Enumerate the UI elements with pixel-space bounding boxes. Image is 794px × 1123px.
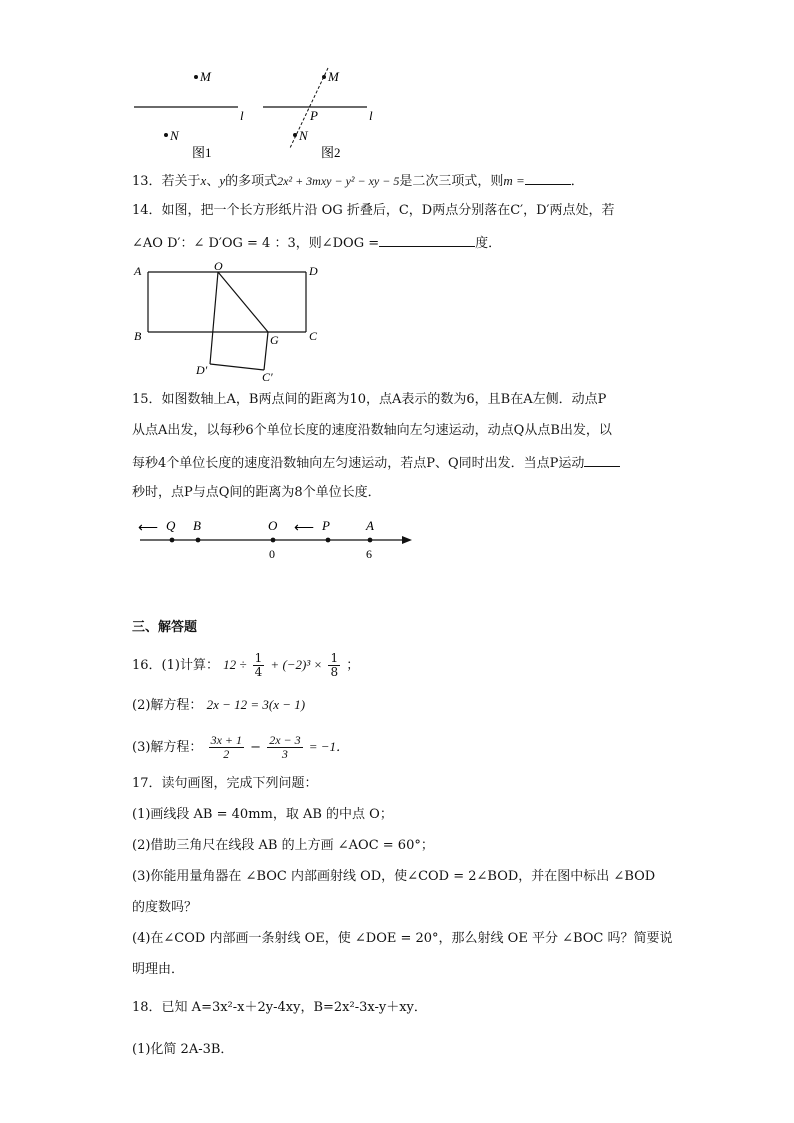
fig1-label-N: N [170,128,179,143]
number-line-arrow-icon [402,536,412,544]
fig2-label-P: P [310,108,318,123]
fig2-label-N: N [299,128,308,143]
frac-num: 1 [254,651,263,665]
q16-p3-fraction-1 [209,734,244,761]
q14-edge-OD-prime [210,272,218,364]
frac-den: 4 [254,665,263,679]
q16-p1-expr-a: 12 ÷ [223,657,247,672]
section-3-title: 三、解答题 [132,620,198,635]
q15-answer-blank[interactable] [584,452,620,467]
question-17-title: 17．读句画图，完成下列问题： [132,776,318,791]
label-Q: Q [166,518,176,533]
q14-figure [130,260,330,385]
q13-prefix: 13．若关于 [132,174,201,189]
fig2-label-l: l [369,108,373,123]
q16-p3-prefix: (3)解方程： [132,740,203,755]
fig2-caption: 图2 [321,145,341,160]
question-15-line-4: 秒时，点P与点Q间的距离为8个单位长度． [132,485,381,500]
question-17-part-4-line-1: (4)在∠COD 内部画一条射线 OE，使 ∠DOE = 20°，那么射线 OE 平分 ∠BOC 吗？简要说 [132,931,673,946]
q14-label-O: O [214,260,223,273]
label-P: P [322,518,330,533]
question-15-line-2: 从点A出发，以每秒6个单位长度的速度沿数轴向左匀速运动，动点Q从点B出发，以 [132,423,612,438]
fig2-label-M: M [328,69,339,84]
p-arrow-icon: ⟵ [294,521,315,536]
q13-var-m: m = [503,173,525,188]
label-B: B [193,518,201,533]
frac-den: 3 [281,747,288,761]
q14-fold-OG [218,272,268,332]
q16-p3-minus: − [250,740,262,755]
question-13: 13．若关于x、y的多项式2x² + 3mxy − y² − xy − 5是二次三项式，则m = ． [132,170,672,192]
q14-label-A: A [134,264,142,278]
question-18-part-1: (1)化简 2A-3B． [132,1042,234,1057]
question-14-line-1: 14．如图，把一个长方形纸片沿 OG 折叠后，C，D两点分别落在C′，D′两点处，若 [132,203,615,218]
q16-p1-end: ； [346,658,360,673]
fig2-point-N [293,133,297,137]
frac-num: 1 [330,651,339,665]
q16-p2-expr: 2x − 12 = 3(x − 1) [206,697,306,712]
question-17-part-2: (2)借助三角尺在线段 AB 的上方画 ∠AOC = 60°； [132,838,434,853]
question-17-part-3-line-2: 的度数吗？ [132,900,198,915]
question-15-line-1: 15．如图数轴上A，B两点间的距离为10，点A表示的数为6，且B在A左侧．动点P [132,392,607,407]
question-17-part-3-line-1: (3)你能用量角器在 ∠BOC 内部画射线 OD，使∠COD = 2∠BOD，并在图中标出 ∠BOD [132,869,656,884]
question-16-part-1 [132,650,672,680]
q16-p2-prefix: (2)解方程： [132,698,203,713]
q13-var-x: x [200,173,207,188]
q14-label-D-prime: D′ [196,363,208,377]
q16-p3-end: = −1． [308,739,350,754]
q14-answer-blank[interactable] [379,232,475,247]
question-17-part-4-line-2: 明理由． [132,962,185,977]
q16-p1-expr-b: + (−2)³ × [270,657,323,672]
frac-num: 2x − 3 [269,733,301,747]
fig1-caption: 图1 [192,145,212,160]
q14-edge-D-prime-C-prime [210,364,264,370]
q14-label-B: B [134,329,142,343]
q-arrow-icon: ⟵ [138,521,159,536]
question-17-part-1: (1)画线段 AB = 40mm，取 AB 的中点 O； [132,807,393,822]
q13-suffix: 是二次三项式，则 [399,174,504,189]
q16-p1-fraction-1 [253,652,265,679]
q15-number-line [130,514,420,564]
fig1-point-M [194,75,198,79]
fig1-label-M: M [200,69,211,84]
q13-sep: 、 [206,174,220,189]
point-B [196,538,201,543]
fig2-point-M [322,75,326,79]
q14-label-C-prime: C′ [262,370,273,384]
q14-unit: 度． [475,236,502,251]
figure-1-and-2 [130,62,390,162]
fig1-label-l: l [240,108,244,123]
q14-label-D: D [309,264,318,278]
q14-edge-C-prime-G [264,332,268,370]
tick-label-0: 0 [269,547,275,561]
q13-mid: 的多项式 [225,174,278,189]
question-15-line-3 [132,452,672,474]
frac-den: 2 [223,747,230,761]
q14-label-C: C [309,329,318,343]
q14-label-G: G [270,333,279,347]
point-A [368,538,373,543]
label-A: A [366,518,374,533]
fig1-point-N [164,133,168,137]
label-O: O [268,518,278,533]
point-O [271,538,276,543]
point-Q [170,538,175,543]
q16-p1-fraction-2 [328,652,340,679]
question-16-part-2 [132,695,672,716]
q13-answer-blank[interactable] [525,170,571,185]
q16-p3-fraction-2 [267,734,302,761]
q16-p1-prefix: 16．(1)计算： [132,658,219,673]
q13-var-y: y [219,173,226,188]
q15-line-3-text: 每秒4个单位长度的速度沿数轴向左匀速运动，若点P、Q同时出发．当点P运动 [132,456,585,471]
point-P [326,538,331,543]
q14-condition: ∠AO D′：∠ D′OG = 4 ：3，则∠DOG = [132,236,380,251]
question-16-part-3 [132,730,672,764]
question-18-line-1: 18．已知 A=3x²-x＋2y-4xy，B=2x²-3x-y＋xy． [132,1000,427,1015]
q13-polynomial: 2x² + 3mxy − y² − xy − 5 [277,174,400,188]
question-14-line-2 [132,232,672,254]
tick-label-6: 6 [366,547,372,561]
frac-den: 8 [330,665,339,679]
frac-num: 3x + 1 [210,733,242,747]
